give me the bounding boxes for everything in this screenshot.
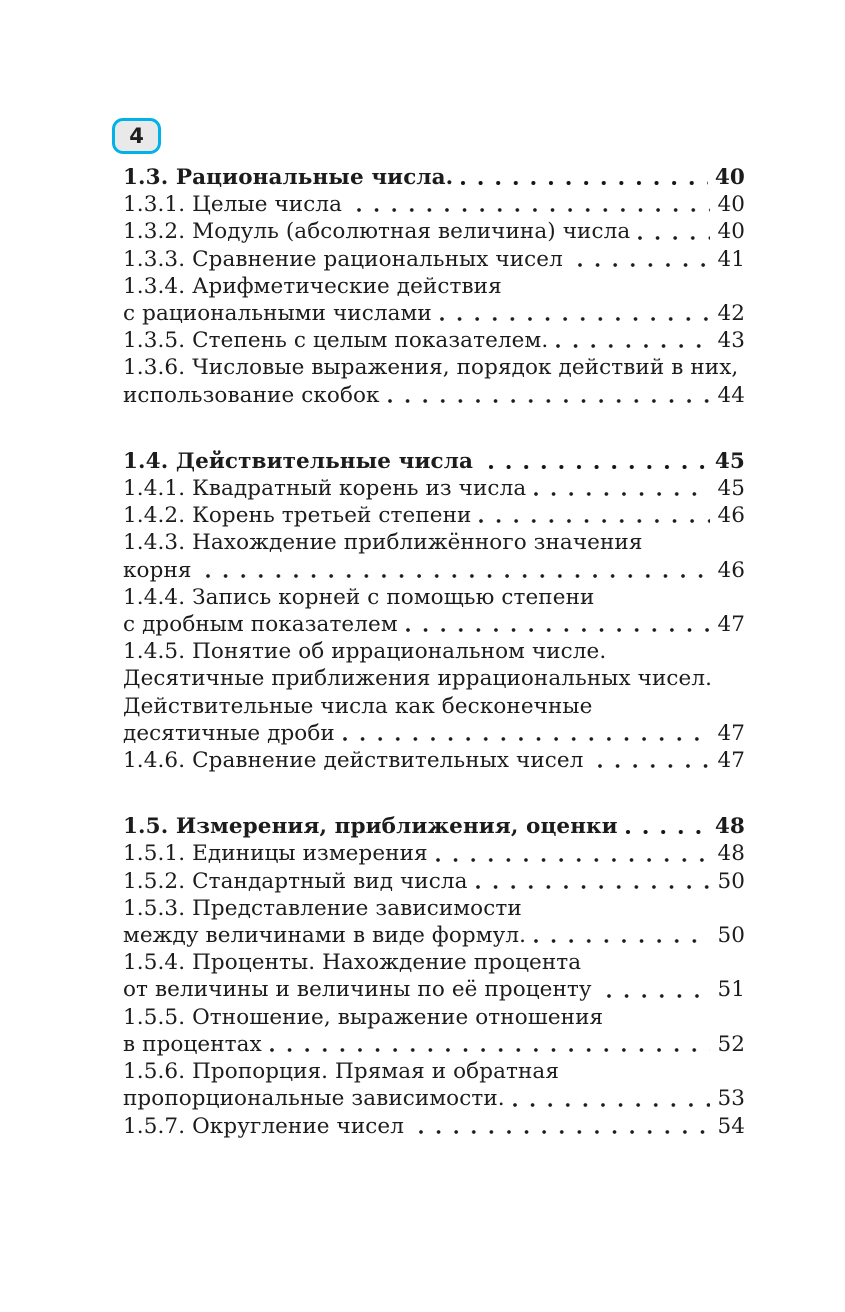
toc-page-number: 44 [717,382,745,408]
page-number-badge-text: 4 [129,124,144,148]
dot-leader [380,382,714,409]
toc-entry [123,475,745,502]
dot-leader [570,246,714,273]
toc-entry-text: 1.5.7. Округление чисел [123,1113,411,1139]
toc-entry-line [123,840,745,867]
toc-entry-text: 1.4.4. Запись корней с помощью степени [123,584,595,610]
dot-leader [453,164,711,191]
toc-entry [123,448,745,475]
toc-page-number: 50 [717,923,745,949]
toc-entry-line [123,747,745,774]
dot-leader [411,1113,714,1140]
toc-entry [123,529,745,583]
dot-leader [481,448,711,475]
toc-page-number: 53 [717,1086,745,1112]
toc-entry-text: 1.3.6. Числовые выражения, порядок действий в них, [123,355,739,381]
dot-leader [618,813,711,840]
toc-entry-text: 1.5.1. Единицы измерения [123,841,428,867]
toc-entry-text: 1.3.5. Степень с целым показателем. [123,328,549,354]
toc-entry-line [123,922,745,949]
toc-entry-line [123,475,745,502]
dot-leader [630,218,713,245]
toc-entry-line [123,584,745,611]
toc-page-number: 45 [717,476,745,502]
toc-page-number: 42 [717,301,745,327]
dot-leader [198,557,713,584]
toc-entry-line [123,1113,745,1140]
toc-page-number: 51 [717,977,745,1003]
toc-group [123,164,745,409]
toc-entry-line [123,949,745,976]
toc-entry-line [123,529,745,556]
dot-leader [526,475,713,502]
toc-entry-text: 1.3.2. Модуль (абсолютная величина) числа [123,219,631,245]
toc-entry-line [123,868,745,895]
toc-entry-text: 1.5.4. Проценты. Нахождение процента [123,950,582,976]
toc-entry-text: 1.3. Рациональные числа. [123,165,454,190]
toc-entry [123,327,745,354]
toc-group [123,448,745,774]
dot-leader [262,1031,714,1058]
dot-leader [335,720,714,747]
toc-entry-line [123,300,745,327]
toc-entry-text: 1.3.4. Арифметические действия [123,273,502,299]
dot-leader [471,502,713,529]
toc-entry [123,895,745,949]
toc-entry-line [123,382,745,409]
dot-leader [428,840,714,867]
toc-entry-text: 1.4.2. Корень третьей степени [123,503,472,529]
toc-entry [123,1058,745,1112]
toc-entry-line [123,502,745,529]
toc-entry-text: 1.5.2. Стандартный вид числа [123,868,468,894]
toc-entry-line [123,164,745,191]
toc-entry-line [123,1031,745,1058]
toc-page-number: 50 [717,868,745,894]
dot-leader [599,976,714,1003]
toc-page-number: 54 [717,1113,745,1139]
toc-entry-text: использование скобок [123,382,380,408]
toc-entry-text: 1.4.6. Сравнение действительных чисел [123,748,591,774]
toc-entry [123,354,745,408]
toc-entry-line [123,448,745,475]
toc-entry [123,191,745,218]
toc-entry [123,164,745,191]
dot-leader [505,1085,714,1112]
toc-entry-line [123,557,745,584]
toc-entry-line [123,638,745,665]
toc-entry [123,638,745,747]
toc [123,164,745,1140]
toc-entry [123,868,745,895]
toc-entry-text: с дробным показателем [123,612,398,638]
toc-entry-text: 1.5.6. Пропорция. Прямая и обратная [123,1059,560,1085]
toc-entry-line [123,327,745,354]
toc-entry-text: между величинами в виде формул. [123,923,527,949]
toc-entry-text: 1.3.3. Сравнение рациональных чисел [123,246,570,272]
toc-entry-line [123,246,745,273]
toc-page-number: 40 [717,192,745,218]
toc-entry-text: 1.4.3. Нахождение приближённого значения [123,530,643,556]
toc-entry [123,840,745,867]
toc-entry [123,1113,745,1140]
toc-entry-text: 1.5.5. Отношение, выражение отношения [123,1004,604,1030]
toc-entry [123,273,745,327]
toc-page-number: 45 [714,448,745,474]
toc-entry-line [123,813,745,840]
dot-leader [468,868,714,895]
toc-entry-line [123,693,745,720]
dot-leader [548,327,713,354]
toc-page-number: 48 [714,814,745,840]
toc-page-number: 46 [717,557,745,583]
toc-group [123,813,745,1139]
toc-page-number: 47 [717,612,745,638]
toc-page-number: 40 [714,165,745,190]
toc-entry-text: 1.3.1. Целые числа [123,192,349,218]
toc-entry-line [123,191,745,218]
toc-entry-text: 1.4.1. Квадратный корень из числа [123,476,527,502]
toc-entry-line [123,665,745,692]
toc-entry-text: 1.4.5. Понятие об иррациональном числе. [123,639,607,665]
toc-entry-text: пропорциональные зависимости. [123,1086,505,1112]
toc-entry-line [123,976,745,1003]
toc-page-number: 43 [717,328,745,354]
toc-entry-line [123,1085,745,1112]
toc-entry-text: корня [123,557,199,583]
toc-entry [123,949,745,1003]
dot-leader [526,922,713,949]
dot-leader [432,300,714,327]
toc-page-number: 52 [717,1031,745,1057]
toc-page-number: 48 [717,841,745,867]
page-number-badge [112,118,161,154]
toc-entry-text: 1.5. Измерения, приближения, оценки [123,814,618,840]
toc-entry [123,1004,745,1058]
toc-entry-line [123,273,745,300]
toc-entry [123,246,745,273]
toc-page-number: 47 [717,748,745,774]
toc-page-number: 41 [717,246,745,272]
toc-entry-line [123,611,745,638]
toc-entry-text: 1.5.3. Представление зависимости [123,895,522,921]
toc-entry-line [123,1058,745,1085]
toc-page-number: 46 [717,503,745,529]
toc-entry-text: 1.4. Действительные числа [123,448,481,474]
dot-leader [590,747,713,774]
toc-entry [123,813,745,840]
toc-entry-line [123,1004,745,1031]
toc-page-number: 40 [717,219,745,245]
toc-entry-line [123,895,745,922]
toc-entry-line [123,720,745,747]
toc-entry [123,218,745,245]
toc-entry-text: в процентах [123,1031,262,1057]
toc-entry-text: с рациональными числами [123,301,432,327]
toc-entry-text: Десятичные приближения иррациональных чисел. [123,666,713,692]
toc-entry [123,747,745,774]
toc-entry [123,502,745,529]
toc-page-number: 47 [717,720,745,746]
toc-entry-text: от величины и величины по её проценту [123,977,599,1003]
dot-leader [349,191,713,218]
toc-entry-text: Действительные числа как бесконечные [123,693,593,719]
toc-entry [123,584,745,638]
toc-entry-line [123,218,745,245]
toc-entry-text: десятичные дроби [123,720,335,746]
dot-leader [398,611,714,638]
toc-entry-line [123,354,745,381]
